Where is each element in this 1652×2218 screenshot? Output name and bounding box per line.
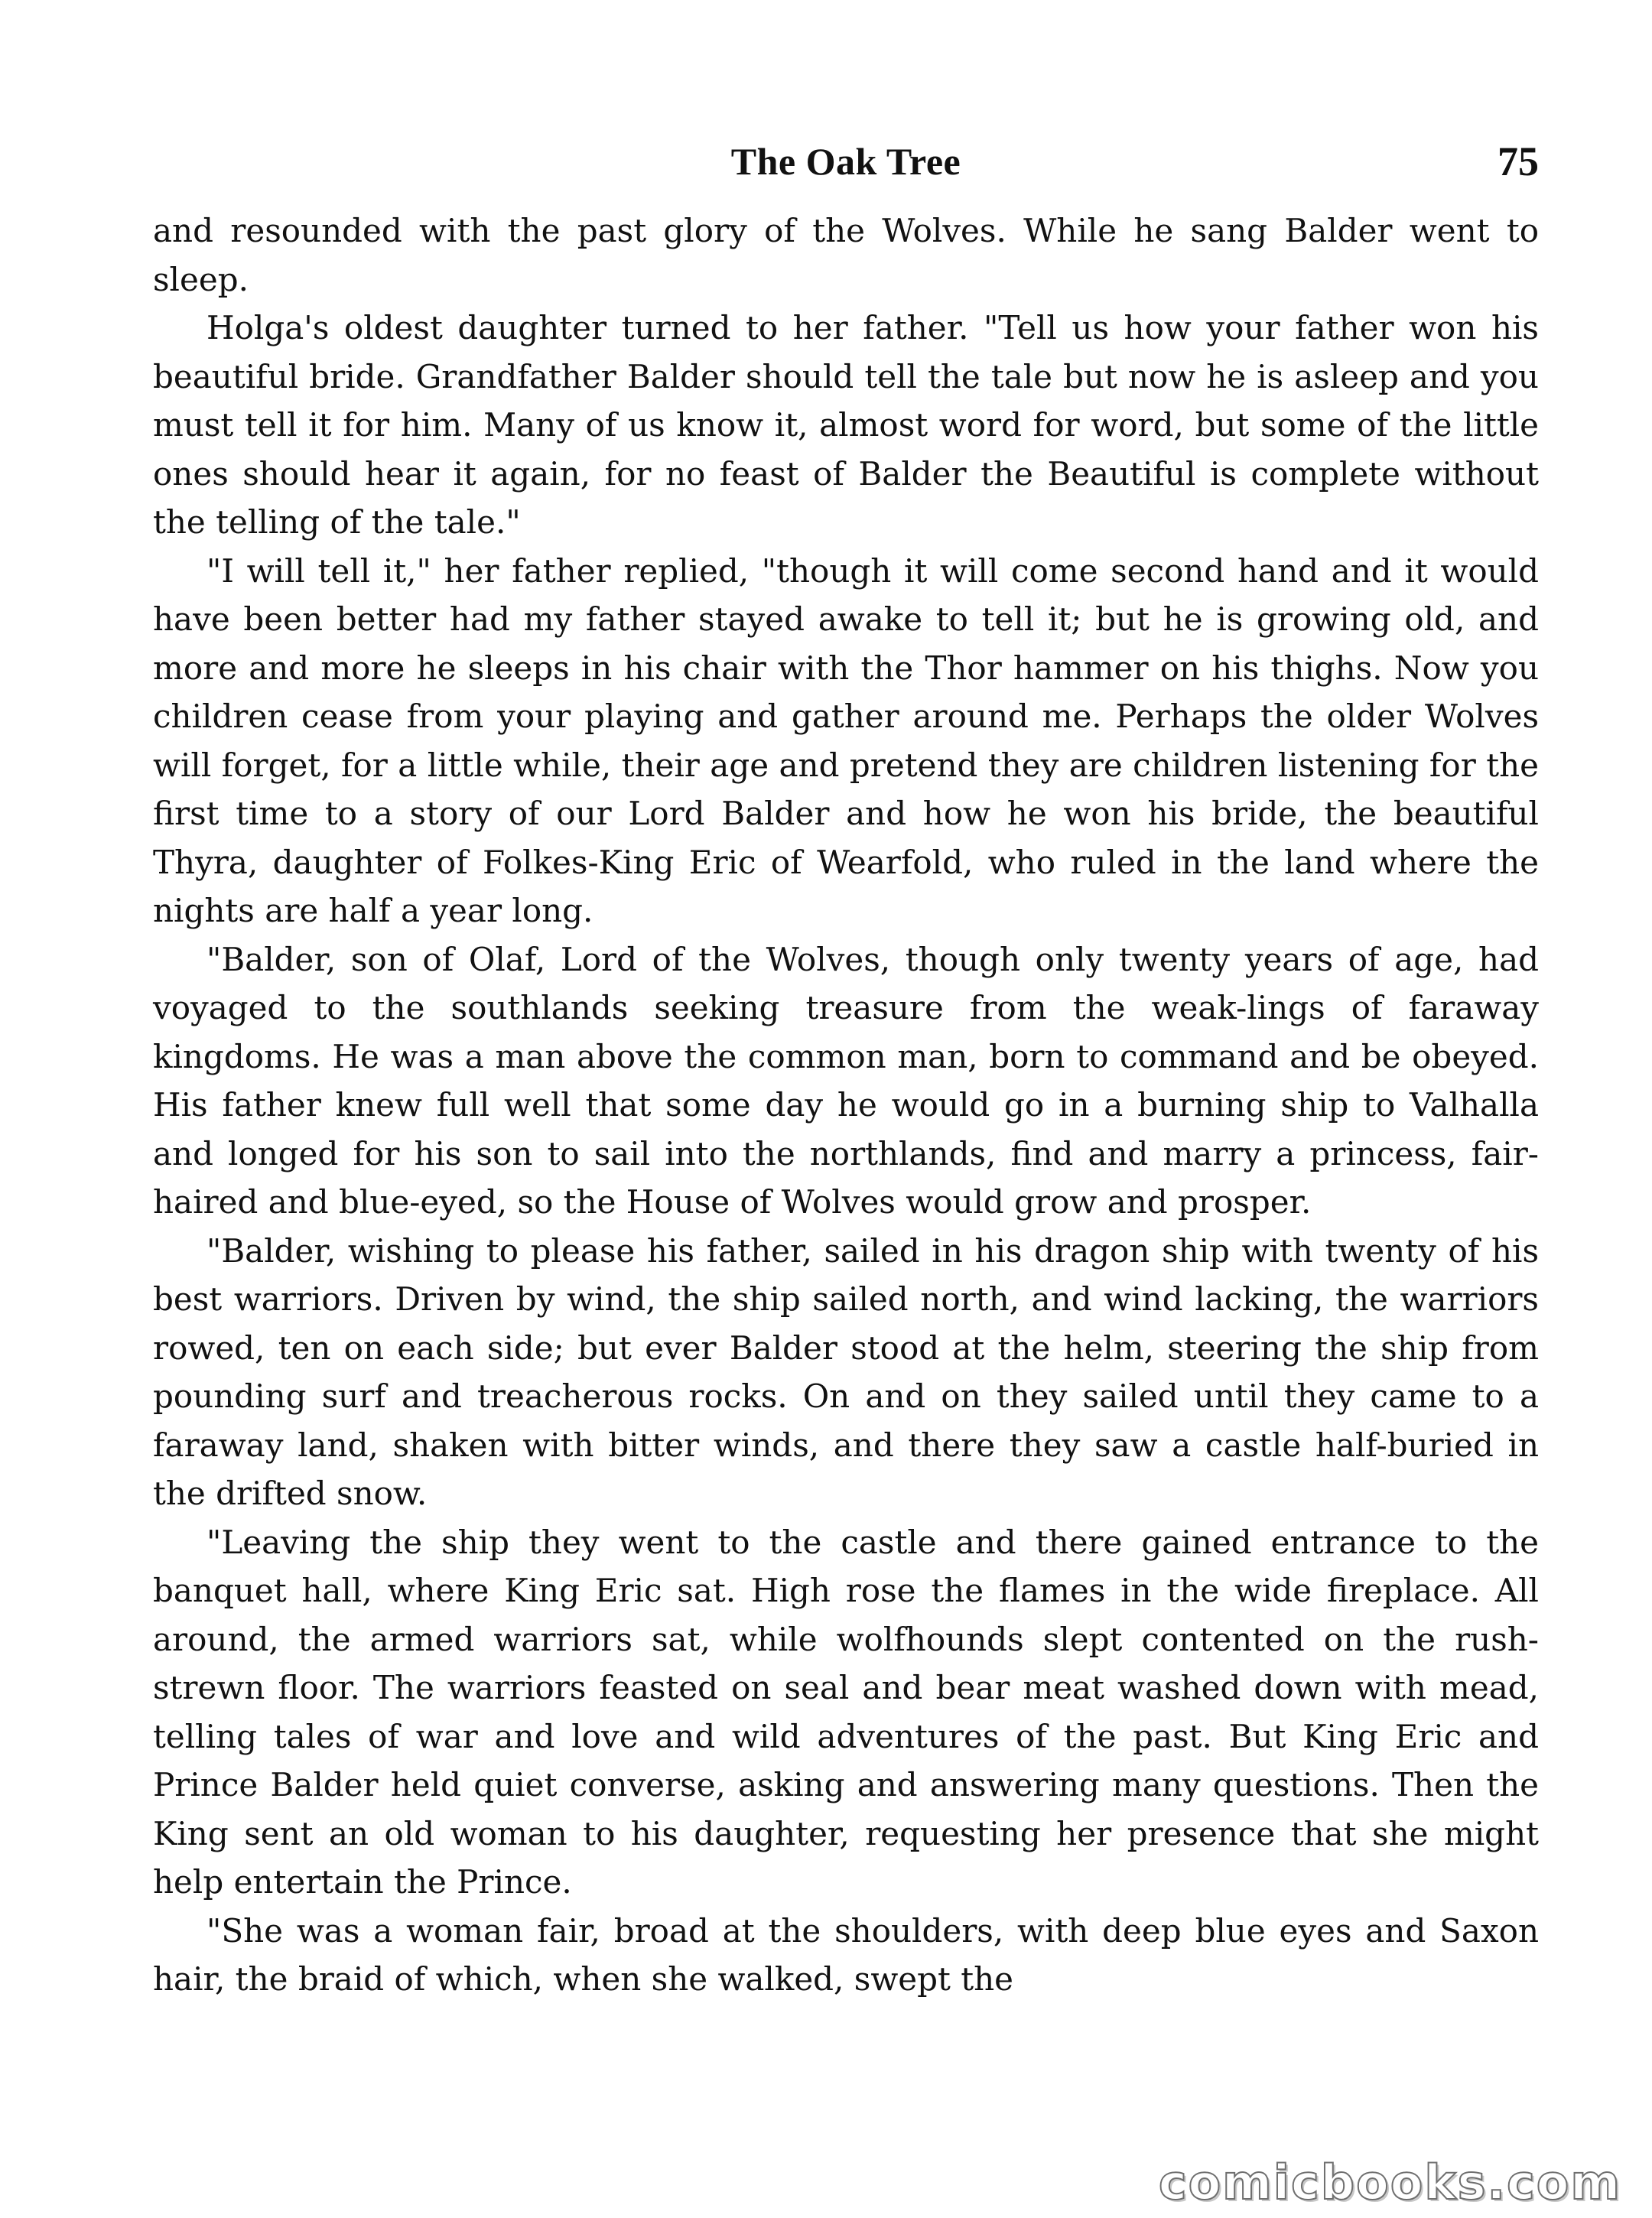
body-text bbox=[153, 207, 1539, 2004]
site-watermark: comicbooks.com bbox=[1158, 2155, 1621, 2210]
paragraph: and resounded with the past glory of the Wolves. While he sang Balder went to sleep. bbox=[153, 212, 1539, 298]
running-header bbox=[153, 135, 1539, 188]
paragraph: "Balder, wishing to please his father, sailed in his dragon ship with twenty of his best warriors. Driven by wind, the ship sailed north, and wind lacking, the warriors rowed, ten on each side; but ever Balder stood at the helm, steering the ship from pounding surf and treacherous rocks. On and on they sailed until they came to a faraway land, shaken with bitter winds, and there they saw a castle half-buried in the drifted snow. bbox=[153, 1231, 1539, 1512]
paragraph: "I will tell it," her father replied, "though it will come second hand and it would have been better had my father stayed awake to tell it; but he is growing old, and more and more he sleeps in his chair with the Thor hammer on his thighs. Now you children cease from your playing and gather around me. Perhaps the older Wolves will forget, for a little while, their age and pretend they are children listening for the first time to a story of our Lord Balder and how he won his bride, the beautiful Thyra, daughter of Folkes-King Eric of Wearfold, who ruled in the land where the nights are half a year long. bbox=[153, 551, 1539, 929]
paragraph: "She was a woman fair, broad at the shoulders, with deep blue eyes and Saxon hair, the braid of which, when she walked, swept the bbox=[153, 1911, 1539, 1998]
paragraph: Holga's oldest daughter turned to her father. "Tell us how your father won his beautiful bride. Grandfather Balder should tell the tale but now he is asleep and you must tell it for him. Many of us know it, almost word for word, but some of the little ones should hear it again, for no feast of Balder the Beautiful is complete without the telling of the tale." bbox=[153, 309, 1539, 541]
paragraph: "Balder, son of Olaf, Lord of the Wolves, though only twenty years of age, had voyaged to the southlands seeking treasure from the weak-lings of faraway kingdoms. He was a man above the common man, born to command and be obeyed. His father knew full well that some day he would go in a burning ship to Valhalla and longed for his son to sail into the northlands, find and marry a princess, fair-haired and blue-eyed, so the House of Wolves would grow and prosper. bbox=[153, 940, 1539, 1221]
chapter-title: The Oak Tree bbox=[730, 140, 961, 183]
paragraph: "Leaving the ship they went to the castle and there gained entrance to the banquet hall, where King Eric sat. High rose the flames in the wide fireplace. All around, the armed warriors sat, while wolfhounds slept contented on the rush-strewn floor. The warriors feasted on seal and bear meat washed down with mead, telling tales of war and love and wild adventures of the past. But King Eric and Prince Balder held quiet converse, asking and answering many questions. Then the King sent an old woman to his daughter, requesting her presence that she might help entertain the Prince. bbox=[153, 1523, 1539, 1901]
page-number: 75 bbox=[1498, 138, 1539, 184]
